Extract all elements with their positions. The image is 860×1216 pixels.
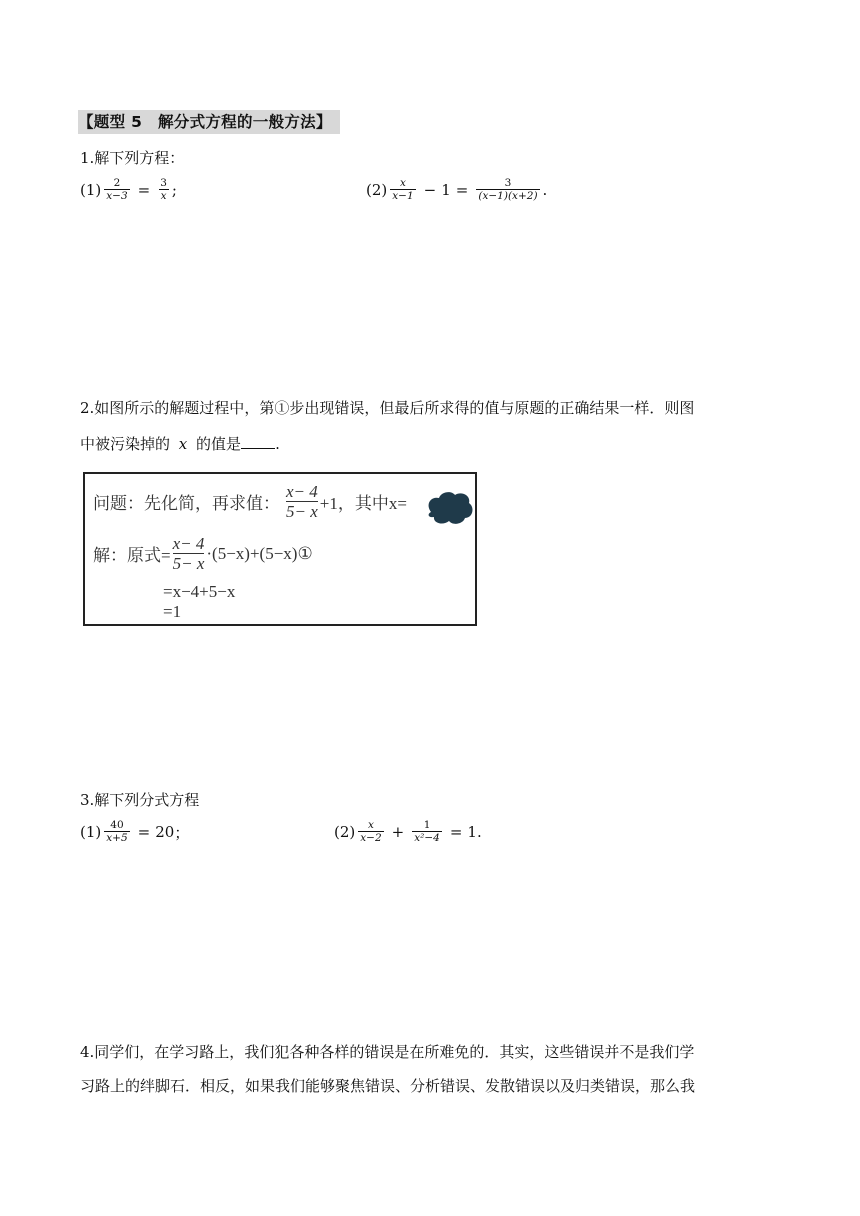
question-2-line2 xyxy=(80,434,280,454)
question-2-line1: 2.如图所示的解题过程中，第①步出现错误，但最后所求得的值与原题的正确结果一样．则图 xyxy=(80,399,695,417)
punctuation: . xyxy=(542,181,548,199)
denominator: x²−4 xyxy=(414,832,440,844)
answer-blank[interactable] xyxy=(241,434,275,449)
q1-part1-label: (1) xyxy=(80,181,102,199)
solution-step-3: =1 xyxy=(163,602,182,621)
ink-blot-icon xyxy=(425,490,475,526)
q2-text-pre: 中被污染掉的 xyxy=(80,435,171,453)
q1-part1-equation xyxy=(80,178,177,202)
fraction xyxy=(412,820,442,844)
denominator: x−1 xyxy=(392,190,414,202)
solution-line xyxy=(93,534,313,573)
fraction xyxy=(286,482,318,521)
plus-sign: + xyxy=(391,823,405,841)
question-3-stem: 3.解下列分式方程 xyxy=(80,791,200,809)
question-4-line1: 4.同学们，在学习路上，我们犯各种各样的错误是在所难免的．其实，这些错误并不是我们学 xyxy=(80,1043,695,1061)
q1-part2-label: (2) xyxy=(366,181,388,199)
fraction xyxy=(476,178,539,202)
equals-sign: = xyxy=(137,823,151,841)
punctuation: ; xyxy=(171,181,177,199)
denominator: x xyxy=(160,190,167,202)
solution-step-2: =x−4+5−x xyxy=(163,582,236,601)
q3-part2-label: (2) xyxy=(334,823,356,841)
numerator: x xyxy=(399,177,406,189)
fraction xyxy=(104,178,129,202)
ink-blot-shape xyxy=(429,492,473,524)
section-heading: 【题型 5 解分式方程的一般方法】 xyxy=(78,110,340,134)
question-1-stem: 1.解下列方程： xyxy=(80,149,185,167)
constant: 1 xyxy=(467,823,477,841)
problem-prefix: 问题：先化简，再求值： xyxy=(93,494,280,513)
equals-sign: = xyxy=(137,181,151,199)
fraction xyxy=(358,820,383,844)
q2-text-post: 的值是 xyxy=(196,435,242,453)
punctuation: . xyxy=(275,435,280,453)
denominator: 5− x xyxy=(172,554,205,573)
denominator: x−3 xyxy=(106,190,128,202)
numerator: 1 xyxy=(423,819,431,831)
problem-suffix: +1，其中x= xyxy=(319,494,407,513)
problem-line xyxy=(93,482,407,521)
numerator: 3 xyxy=(160,177,167,189)
numerator: 40 xyxy=(110,819,124,831)
question-4-line2: 习路上的绊脚石．相反，如果我们能够聚焦错误、分析错误、发散错误以及归类错误，那么我 xyxy=(80,1077,696,1095)
punctuation: . xyxy=(476,823,482,841)
denominator: 5− x xyxy=(286,502,318,521)
solution-suffix: ·(5−x)+(5−x)① xyxy=(206,543,313,563)
constant: 1 xyxy=(441,181,451,199)
denominator: (x−1)(x+2) xyxy=(478,190,538,202)
numerator: 3 xyxy=(504,177,512,189)
fraction xyxy=(158,178,169,202)
constant: 20 xyxy=(155,823,175,841)
equals-sign: = xyxy=(455,181,469,199)
denominator: x−2 xyxy=(360,832,382,844)
numerator: x− 4 xyxy=(286,482,318,501)
q3-part1-equation xyxy=(80,820,189,844)
fraction xyxy=(104,820,129,844)
q3-part2-equation xyxy=(334,820,482,844)
solution-figure xyxy=(83,472,477,626)
q1-part2-equation xyxy=(366,178,547,202)
variable-x: x xyxy=(178,435,188,453)
minus-sign: − xyxy=(423,181,437,199)
fraction xyxy=(173,534,205,573)
equals-sign: = xyxy=(449,823,463,841)
numerator: x− 4 xyxy=(172,534,205,553)
fraction xyxy=(390,178,415,202)
numerator: 2 xyxy=(113,177,121,189)
punctuation: ； xyxy=(174,823,190,842)
q3-part1-label: (1) xyxy=(80,823,102,841)
solution-prefix: 解：原式= xyxy=(93,546,171,565)
denominator: x+5 xyxy=(106,832,128,844)
numerator: x xyxy=(367,819,374,831)
